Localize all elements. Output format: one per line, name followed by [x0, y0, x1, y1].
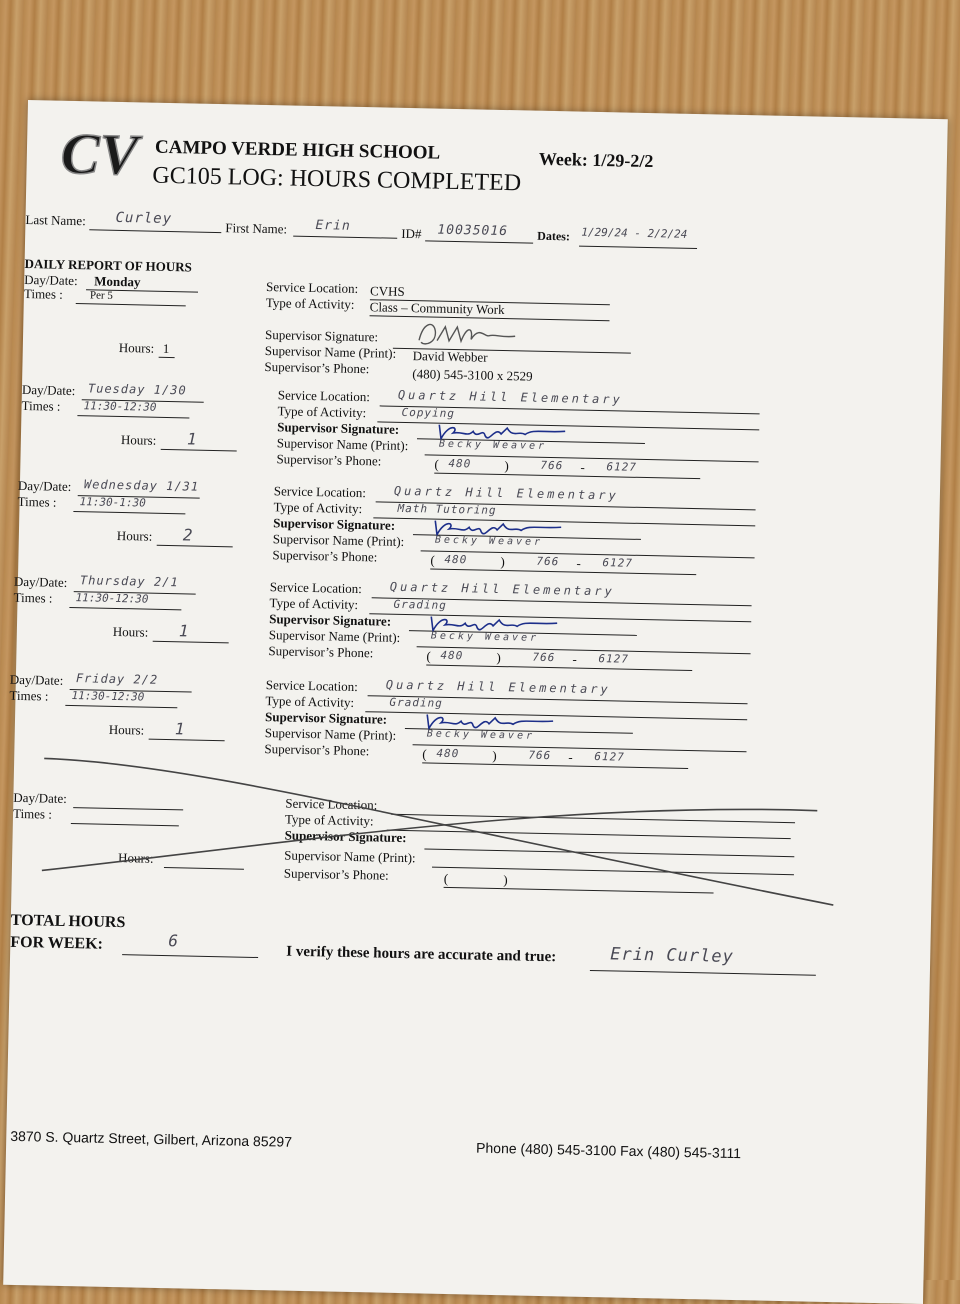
- day-value: Friday 2/2: [75, 671, 159, 687]
- times-label: Times :: [17, 493, 57, 510]
- type-of-activity-value: Grading: [393, 597, 448, 612]
- type-of-activity-label: Type of Activity:: [269, 595, 359, 613]
- supervisor-name-label: Supervisor Name (Print):: [264, 343, 397, 361]
- day-value: Thursday 2/1: [79, 573, 179, 590]
- supervisor-phone-label: Supervisor’s Phone:: [264, 741, 370, 759]
- phone-close-paren: ): [492, 747, 497, 763]
- supervisor-signature-label: Supervisor Signature:: [264, 327, 379, 345]
- times-line: [76, 303, 186, 306]
- supervisor-name-line: [413, 744, 747, 752]
- type-of-activity-value: Copying: [401, 405, 456, 421]
- phone-line-value: 6127: [606, 460, 638, 474]
- hours-line: [159, 357, 175, 358]
- hours-line: [161, 449, 237, 452]
- supervisor-name-line: [421, 550, 755, 558]
- service-location-value: Quartz Hill Elementary: [393, 483, 619, 503]
- first-name-line: [293, 236, 397, 239]
- footer-phone-fax: Phone (480) 545-3100 Fax (480) 545-3111: [475, 1139, 742, 1162]
- first-name-value: Erin: [315, 218, 351, 234]
- day-date-label: Day/Date:: [13, 573, 68, 590]
- service-location-label: Service Location:: [273, 483, 367, 501]
- times-value-monday: Per 5: [89, 289, 113, 302]
- supervisor-name-label: Supervisor Name (Print):: [264, 725, 397, 743]
- phone-area-value: 480: [448, 456, 472, 471]
- times-label: Times :: [13, 589, 53, 606]
- times-line: [65, 705, 177, 708]
- phone-open-paren: (: [430, 552, 435, 568]
- phone-close-paren: ): [504, 458, 509, 474]
- type-of-activity-value: Grading: [389, 695, 443, 710]
- phone-area-value: 480: [444, 552, 468, 567]
- footer-address: 3870 S. Quartz Street, Gilbert, Arizona 85297: [10, 1127, 293, 1150]
- daily-entry-3: [9, 573, 834, 688]
- last-name-label: Last Name:: [25, 211, 86, 229]
- supervisor-phone-label: Supervisor’s Phone:: [264, 359, 370, 377]
- supervisor-name-line: [425, 454, 759, 462]
- log-sheet: [3, 100, 948, 1304]
- times-line: [69, 607, 181, 610]
- day-value-monday: Monday: [94, 273, 141, 290]
- hours-label: Hours:: [120, 432, 157, 448]
- school-name: CAMPO VERDE HIGH SCHOOL: [154, 136, 441, 164]
- id-label: ID#: [401, 225, 422, 242]
- type-of-activity-value: Math Tutoring: [397, 501, 497, 517]
- id-line: [425, 240, 533, 243]
- times-value: 11:30-1:30: [79, 495, 146, 510]
- hours-label: Hours:: [112, 623, 149, 640]
- total-hours-line: [122, 954, 258, 958]
- supervisor-signature-label: Supervisor Signature:: [264, 709, 388, 727]
- type-of-activity-label: Type of Activity:: [273, 499, 363, 517]
- day-value: Wednesday 1/31: [83, 477, 200, 494]
- supervisor-name-value: Becky Weaver: [434, 534, 544, 548]
- phone-close-paren: ): [500, 553, 505, 570]
- supervisor-phone-label: Supervisor’s Phone:: [272, 547, 378, 565]
- service-location-value: Quartz Hill Elementary: [389, 579, 615, 599]
- times-label: Times :: [23, 285, 64, 302]
- blank-day-date-label: Day/Date:: [13, 789, 67, 806]
- cross-out-strokes: [11, 747, 854, 908]
- supervisor-name-value: Becky Weaver: [438, 438, 548, 452]
- times-value: 11:30-12:30: [75, 591, 149, 606]
- supervisor-signature-label: Supervisor Signature:: [273, 515, 396, 533]
- phone-area-value: 480: [440, 648, 464, 663]
- service-location-value: Quartz Hill Elementary: [385, 677, 611, 697]
- school-logo: [56, 121, 145, 185]
- blank-hours-label: Hours:: [117, 850, 154, 866]
- hours-label: Hours:: [108, 721, 145, 738]
- blank-times-label: Times :: [12, 805, 53, 822]
- phone-line: [434, 473, 700, 480]
- phone-area-value: 480: [436, 746, 460, 761]
- total-hours-label-line2: FOR WEEK:: [10, 933, 104, 953]
- dates-value: 1/29/24 - 2/2/24: [581, 225, 688, 241]
- blank-supervisor-phone-label: Supervisor’s Phone:: [283, 865, 389, 883]
- day-value: Tuesday 1/30: [87, 381, 187, 398]
- phone-prefix-value: 766: [540, 458, 564, 473]
- type-of-activity-value-monday: Class – Community Work: [369, 299, 505, 318]
- supervisor-name-label: Supervisor Name (Print):: [272, 531, 405, 549]
- student-signature-line: [590, 970, 816, 976]
- hours-value: 1: [178, 621, 190, 641]
- section-title: DAILY REPORT OF HOURS: [24, 255, 192, 275]
- hours-line: [153, 641, 229, 644]
- supervisor-phone-value-monday: (480) 545-3100 x 2529: [412, 366, 533, 384]
- phone-open-paren: (: [422, 746, 427, 762]
- hours-label: Hours:: [116, 527, 153, 544]
- last-name-line: [89, 229, 221, 233]
- phone-line: [426, 664, 692, 671]
- week-label: Week: 1/29-2/2: [538, 148, 654, 172]
- phone-open-paren: (: [434, 456, 439, 472]
- phone-line-value: 6127: [602, 556, 634, 570]
- total-hours-label-line1: TOTAL HOURS: [10, 911, 126, 932]
- times-line: [73, 511, 185, 514]
- supervisor-name-value: Becky Weaver: [426, 728, 536, 742]
- first-name-label: First Name:: [225, 220, 288, 237]
- blank-supervisor-name-label: Supervisor Name (Print):: [284, 847, 416, 866]
- day-date-label: Day/Date:: [9, 671, 64, 688]
- phone-dash: -: [576, 555, 581, 571]
- supervisor-name-value-monday: David Webber: [412, 348, 488, 365]
- supervisor-name-line: [417, 646, 751, 654]
- service-location-label: Service Location:: [269, 579, 363, 597]
- phone-dash: -: [568, 749, 573, 765]
- blank-service-location-label: Service Location:: [285, 795, 378, 813]
- phone-dash: -: [580, 459, 585, 475]
- phone-line: [430, 569, 696, 576]
- supervisor-signature-label: Supervisor Signature:: [269, 611, 392, 629]
- blank-phone-parens: ( ): [443, 870, 508, 888]
- day-date-label: Day/Date:: [21, 381, 76, 399]
- phone-line-value: 6127: [594, 750, 626, 764]
- times-value: 11:30-12:30: [71, 689, 145, 704]
- times-value: 11:30-12:30: [83, 399, 157, 414]
- phone-line-value: 6127: [598, 652, 630, 666]
- dates-label: Dates:: [537, 228, 571, 244]
- logo-lettering: CV: [60, 120, 139, 185]
- hours-value: 2: [182, 525, 194, 545]
- phone-prefix-value: 766: [528, 748, 552, 763]
- verify-text: I verify these hours are accurate and true:: [286, 943, 557, 966]
- hours-value: 1: [186, 429, 198, 449]
- hours-line: [157, 545, 233, 548]
- supervisor-name-label: Supervisor Name (Print):: [268, 627, 401, 645]
- hours-value-monday: 1: [162, 340, 170, 357]
- total-hours-value: 6: [168, 931, 180, 951]
- times-line: [77, 415, 189, 418]
- hours-value: 1: [174, 719, 186, 739]
- form-title: GC105 LOG: HOURS COMPLETED: [152, 162, 522, 197]
- supervisor-phone-label: Supervisor’s Phone:: [276, 451, 382, 469]
- hours-label: Hours:: [118, 339, 155, 356]
- phone-close-paren: ): [496, 649, 501, 666]
- supervisor-name-label: Supervisor Name (Print):: [276, 435, 409, 454]
- times-label: Times :: [21, 397, 61, 414]
- phone-open-paren: (: [426, 648, 431, 664]
- type-of-activity-label: Type of Activity:: [277, 403, 367, 421]
- day-date-label: Day/Date:: [24, 271, 78, 289]
- hours-line: [149, 739, 225, 742]
- type-of-activity-label: Type of Activity:: [265, 693, 355, 710]
- day-date-label: Day/Date:: [17, 477, 72, 494]
- service-location-value: Quartz Hill Elementary: [397, 387, 623, 407]
- id-value: 10035016: [437, 222, 509, 240]
- phone-dash: -: [572, 651, 577, 667]
- service-location-value-monday: CVHS: [369, 283, 405, 299]
- service-location-label: Service Location:: [277, 387, 371, 405]
- phone-prefix-value: 766: [536, 554, 560, 569]
- student-signature: Erin Curley: [610, 944, 735, 967]
- blank-type-of-activity-label: Type of Activity:: [284, 811, 374, 829]
- service-location-label: Service Location:: [265, 279, 359, 296]
- blank-supervisor-signature-label: Supervisor Signature:: [284, 827, 407, 846]
- last-name-value: Curley: [115, 209, 173, 228]
- supervisor-signature-label: Supervisor Signature:: [277, 419, 400, 437]
- dates-line: [579, 246, 697, 249]
- phone-prefix-value: 766: [532, 650, 556, 665]
- supervisor-name-value: Becky Weaver: [430, 630, 540, 644]
- times-label: Times :: [9, 687, 49, 704]
- service-location-label: Service Location:: [265, 677, 359, 695]
- supervisor-phone-label: Supervisor’s Phone:: [268, 643, 374, 661]
- type-of-activity-label: Type of Activity:: [265, 295, 355, 312]
